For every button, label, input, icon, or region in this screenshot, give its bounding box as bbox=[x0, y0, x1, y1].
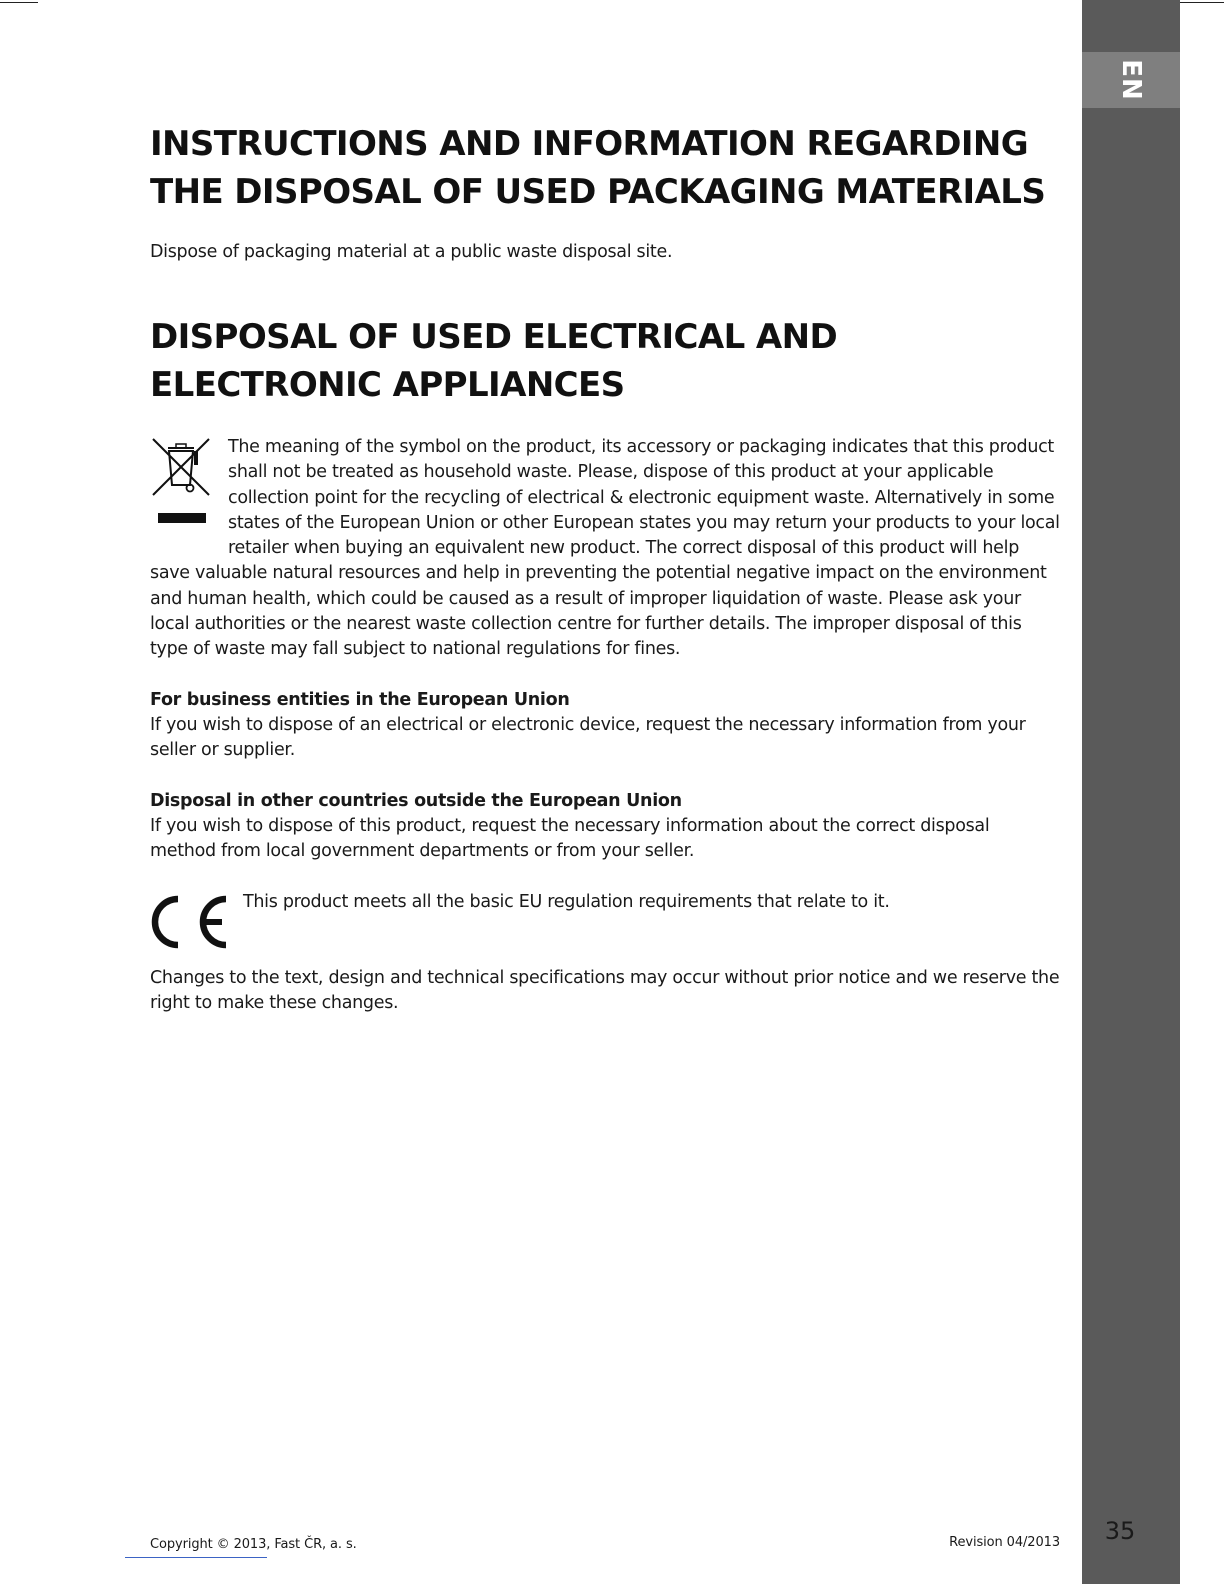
weee-paragraph bbox=[150, 435, 1060, 663]
business-text: If you wish to dispose of an electrical or electronic device, request the necessary information from your seller or supplier. bbox=[150, 715, 1026, 761]
other-countries-heading: Disposal in other countries outside the European Union bbox=[150, 791, 682, 811]
side-bar bbox=[1082, 0, 1180, 1584]
weee-text: The meaning of the symbol on the product, its accessory or packaging indicates that this product shall not be treated as household waste. Please, dispose of this product at your applicable collection point for the recycling of electrical & electronic equipment waste. Alternatively in some states of the European Union or other European states you may return your products to your local retailer when buying an equivalent new product. The correct disposal of this product will help save valuable natural resources and help in preventing the potential negative impact on the environment and human health, which could be caused as a result of improper liquidation of waste. Please ask your local authorities or the nearest waste collection centre for further details. The improper disposal of this type of waste may fall subject to national regulations for fines. bbox=[150, 437, 1060, 660]
ce-text: This product meets all the basic EU regulation requirements that relate to it. bbox=[243, 892, 890, 912]
page-number: 35 bbox=[1104, 1517, 1136, 1545]
ce-mark-icon bbox=[148, 893, 230, 951]
crop-mark-right bbox=[1180, 2, 1224, 3]
crop-mark-left bbox=[0, 2, 38, 3]
footer-underline bbox=[125, 1557, 267, 1558]
electrical-title: DISPOSAL OF USED ELECTRICAL AND ELECTRONIC APPLIANCES bbox=[150, 317, 838, 405]
footer-revision: Revision 04/2013 bbox=[949, 1535, 1060, 1550]
other-countries-text: If you wish to dispose of this product, request the necessary information about the correct disposal method from local government departments or from your seller. bbox=[150, 816, 990, 862]
packaging-text: Dispose of packaging material at a public waste disposal site. bbox=[150, 242, 673, 262]
business-heading: For business entities in the European Union bbox=[150, 690, 570, 710]
weee-bin-icon bbox=[150, 435, 228, 559]
language-label: EN bbox=[1116, 59, 1146, 101]
footer-copyright: Copyright © 2013, Fast ČR, a. s. bbox=[150, 1537, 357, 1552]
weee-bin-svg bbox=[150, 435, 212, 531]
packaging-title: INSTRUCTIONS AND INFORMATION REGARDING THE DISPOSAL OF USED PACKAGING MATERIALS bbox=[150, 124, 1046, 212]
changes-text: Changes to the text, design and technical specifications may occur without prior notice and we reserve the right to make these changes. bbox=[150, 968, 1060, 1014]
